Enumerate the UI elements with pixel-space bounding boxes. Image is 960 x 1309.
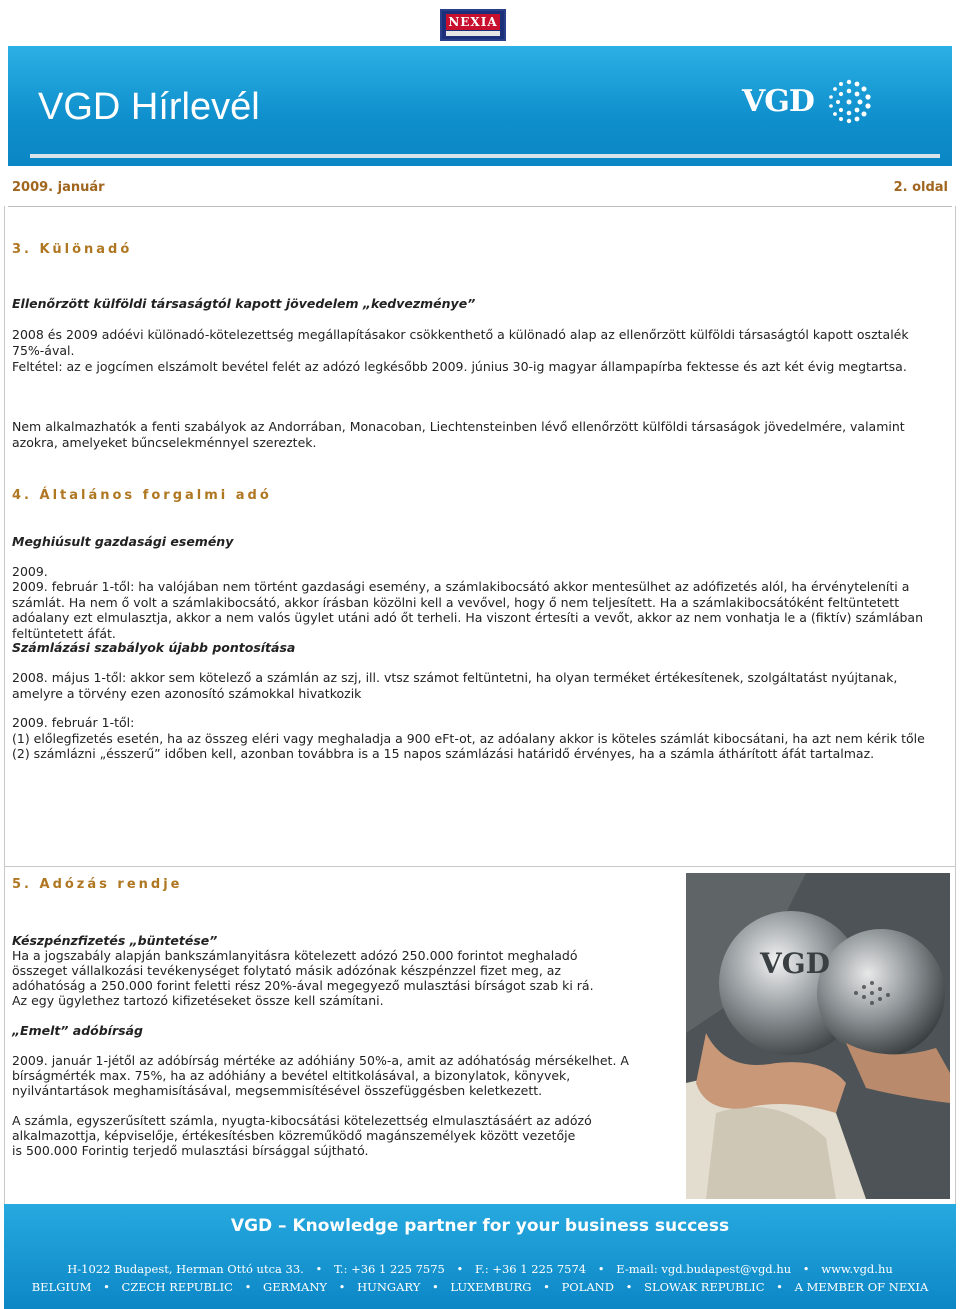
section-5-line-2: összeget vállalkozási tevékenységet folytató másik adózónak készpénzzel fizet meg, az — [12, 963, 561, 978]
section-4-paragraph-2: 2008. május 1-től: akkor sem kötelező a számlán az szj, ill. vtsz számot feltüntetni, ha olyan terméket értékesítenek, szolgáltatást nyújtanak, amelyre a törvény ezen azonosító számokkal hivatkozik — [12, 670, 898, 701]
section-5-subheading-2: „Emelt” adóbírság — [12, 1023, 143, 1038]
footer-contact-line — [4, 1262, 956, 1276]
footer-separator: • — [431, 1280, 439, 1294]
section-3-paragraph-3: Nem alkalmazhatók a fenti szabályok az Andorrában, Monacoban, Liechtensteinben lévő ellenőrzött külföldi társaságok jövedelmére, valamint azokra, amelyeket bűncselekménnyel szereztek. — [12, 419, 905, 450]
newsletter-title: VGD Hírlevél — [38, 86, 260, 128]
section-5-line-6: bírságmérték max. 75%, ha az adóhiány a bevétel eltitkolásával, a bizonylatok, könyvek, — [12, 1068, 571, 1083]
footer-separator: • — [103, 1280, 110, 1294]
section-5-heading: 5. Adózás rendje — [12, 877, 183, 892]
footer-fax: F.: +36 1 225 7574 — [474, 1262, 587, 1276]
nexia-wordmark: NEXIA — [446, 14, 500, 30]
section-4-date: 2009. február 1-től: — [12, 715, 135, 730]
nexia-logo-bar — [446, 31, 500, 36]
section-4-list-item-2: (2) számlázni „ésszerű” időben kell, azonban továbbra is a 15 napos számlázási határidő érvényes, ha a számla áthárított áfát tartalmaz. — [12, 746, 875, 761]
country-item: POLAND — [561, 1280, 614, 1294]
section-4-subheading-1: Meghiúsult gazdasági esemény — [12, 534, 234, 549]
section-5-line-7: nyilvántartások meghamisításával, megsemmisítésével összefüggésben keletkezett. — [12, 1083, 543, 1098]
header-banner — [8, 46, 952, 166]
section-5-line-9: alkalmazottja, képviselője, értékesítésben közreműködő magánszemélyek között vezetője — [12, 1128, 576, 1143]
footer-website[interactable]: www.vgd.hu — [821, 1262, 893, 1276]
country-item: HUNGARY — [357, 1280, 421, 1294]
footer-separator: • — [597, 1262, 605, 1276]
footer-separator: • — [244, 1280, 252, 1294]
section-3-paragraph-2: Feltétel: az e jogcímen elszámolt bevétel felét az adózó legkésőbb 2009. június 30-ig magyar állampapírba fektesse és azt két évig megtartsa. — [12, 359, 907, 374]
section-5-line-5: 2009. január 1-jétől az adóbírság mértéke az adóhiány 50%-a, amit az adóhatóság mérsékelhet. A — [12, 1053, 629, 1068]
section-4-list-item-1: (1) előlegfizetés esetén, ha az összeg eléri vagy meghaladja a 900 eFt-ot, az adóalany akkor is köteles számlát kibocsátani, ha azt nem kérik tőle — [12, 731, 925, 746]
footer-separator: • — [625, 1280, 633, 1294]
country-item: SLOWAK REPUBLIC — [644, 1280, 765, 1294]
country-item: A MEMBER OF NEXIA — [794, 1280, 929, 1294]
banner-underline — [30, 154, 940, 158]
page-number: 2. oldal — [893, 180, 948, 195]
issue-date: 2009. január — [12, 180, 105, 195]
section-4-year: 2009. — [12, 564, 48, 579]
footer-separator: • — [338, 1280, 346, 1294]
section-3-subheading: Ellenőrzött külföldi társaságtól kapott jövedelem „kedvezménye” — [12, 296, 476, 311]
section-3-paragraph-1: 2008 és 2009 adóévi különadó-kötelezettség megállapításakor csökkenthető a különadó alap az ellenőrzött külföldi társaságtól kapott osztalék 75%-ával. — [12, 327, 909, 358]
nexia-logo — [440, 9, 506, 41]
footer-separator: • — [315, 1262, 323, 1276]
footer-tagline: VGD – Knowledge partner for your business success — [230, 1216, 730, 1236]
country-item: LUXEMBURG — [450, 1280, 532, 1294]
country-item: CZECH REPUBLIC — [121, 1280, 233, 1294]
vgd-logo-text: VGD — [742, 84, 814, 119]
footer-separator: • — [776, 1280, 783, 1294]
country-item: GERMANY — [263, 1280, 328, 1294]
footer-separator: • — [543, 1280, 550, 1294]
country-item: BELGIUM — [31, 1280, 92, 1294]
section-5-line-10: is 500.000 Forintig terjedő mulasztási bírsággal sújtható. — [12, 1143, 369, 1158]
section-5-subheading-1: Készpénzfizetés „büntetése” — [12, 933, 218, 948]
section-4-paragraph-1: 2009. február 1-től: ha valójában nem történt gazdasági esemény, a számlakibocsátó akkor mentesülhet az adófizetés alól, ha érvényteleníti a számlát. Ha nem ő volt a számlakibocsátó, akkor írásban közölni kell a vevővel, hogy ő nem teljesített. Ha a számlakibocsátóként feltüntetett adóalany ezt elmulasztja, akkor a nem valós ügylet utáni adó őt terheli. Ha viszont értesíti a vevőt, akkor az nem vonhatja le a (fiktív) számlában feltüntetett áfát. — [12, 579, 924, 641]
footer-band — [4, 1204, 956, 1309]
ball-engraving: VGD — [760, 947, 830, 980]
dot-sphere-icon — [824, 76, 874, 126]
issue-bar — [8, 170, 952, 207]
section-4-subheading-2: Számlázási szabályok újabb pontosítása — [12, 640, 296, 655]
vgd-logo — [742, 76, 902, 136]
footer-phone: T.: +36 1 225 7575 — [333, 1262, 445, 1276]
footer-separator: • — [456, 1262, 464, 1276]
footer-countries — [4, 1280, 956, 1294]
section-4-heading: 4. Általános forgalmi adó — [12, 488, 272, 503]
section-5-line-8: A számla, egyszerűsített számla, nyugta-kibocsátási kötelezettség elmulasztásáért az adózó — [12, 1113, 592, 1128]
section-3-heading: 3. Különadó — [12, 242, 133, 257]
section-5-line-1: Ha a jogszabály alapján bankszámlanyitásra kötelezett adózó 250.000 forintot meghaladó — [12, 948, 578, 963]
footer-email[interactable]: E-mail: vgd.budapest@vgd.hu — [616, 1262, 792, 1276]
section-5-line-4: Az egy ügylethez tartozó kifizetéseket össze kell számítani. — [12, 993, 384, 1008]
footer-address: H-1022 Budapest, Herman Ottó utca 33. — [67, 1262, 304, 1276]
footer-separator: • — [802, 1262, 810, 1276]
section-5-line-3: adóhatóság a 250.000 forint feletti rész 20%-ával megegyező mulasztási bírságot szab ki rá. — [12, 978, 594, 993]
